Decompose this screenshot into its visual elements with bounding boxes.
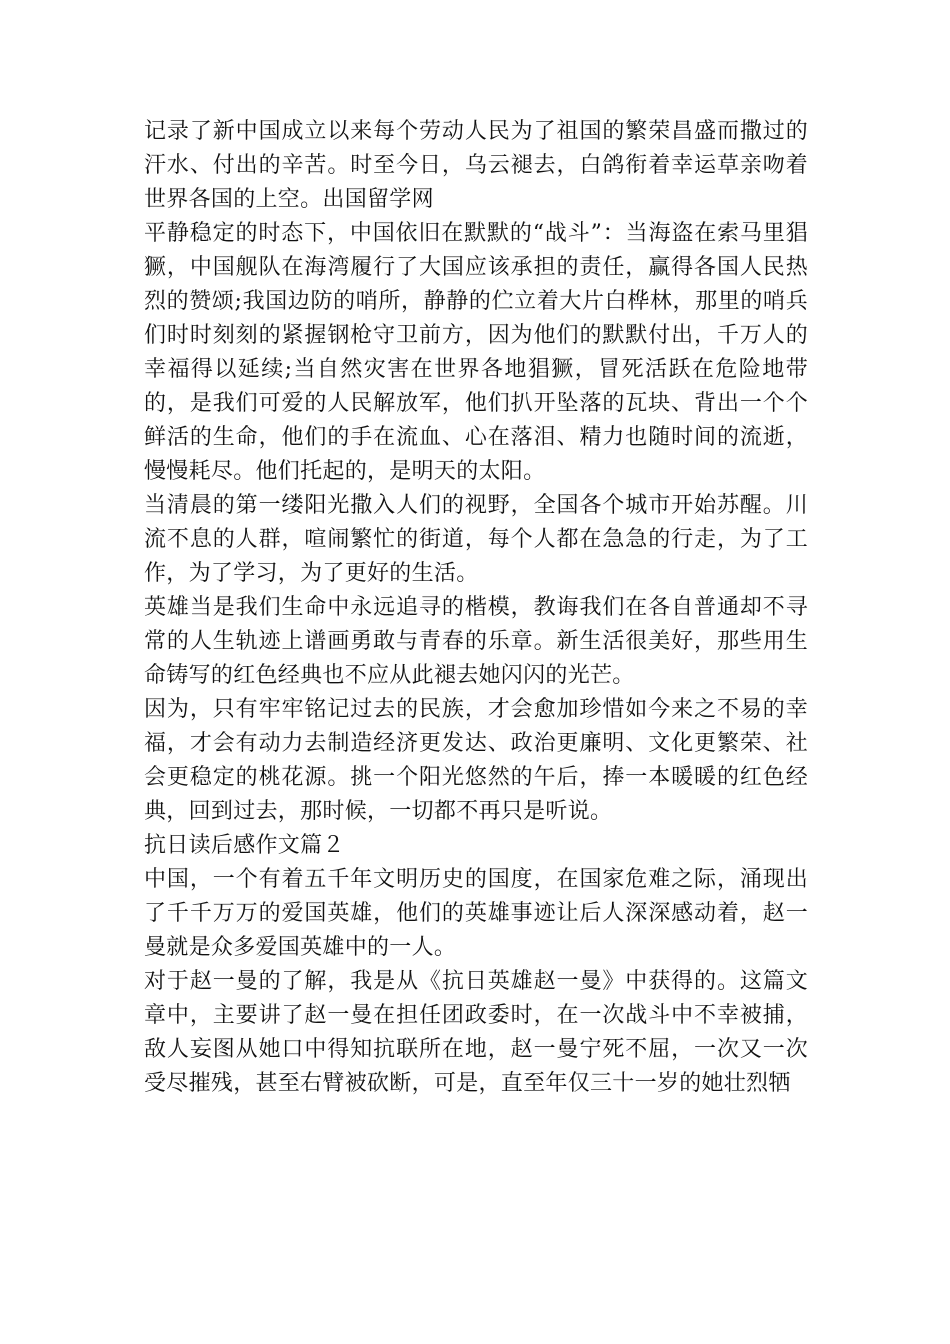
paragraph-2: 平静稳定的时态下，中国依旧在默默的“战斗”：当海盗在索马里猖獗，中国舰队在海湾履行了大国应该承担的责任，赢得各国人民热烈的赞颂;我国边防的哨所，静静的伫立着大片白桦林，那里的哨兵们时时刻刻的紧握钢枪守卫前方，因为他们的默默付出，千万人的幸福得以延续;当自然灾害在世界各地猖獗，冒死活跃在危险地带的，是我们可爱的人民解放军，他们扒开坠落的瓦块、背出一个个鲜活的生命，他们的手在流血、心在落泪、精力也随时间的流逝，慢慢耗尽。他们托起的，是明天的太阳。 — [144, 221, 808, 484]
paragraph-5: 因为，只有牢牢铭记过去的民族，才会愈加珍惜如今来之不易的幸福，才会有动力去制造经济更发达、政治更廉明、文化更繁荣、社会更稳定的桃花源。挑一个阳光悠然的午后，捧一本暖暖的红色经典，回到过去，那时候，一切都不再只是听说。 — [144, 697, 808, 824]
paragraph-1: 记录了新中国成立以来每个劳动人民为了祖国的繁荣昌盛而撒过的汗水、付出的辛苦。时至今日，乌云褪去，白鸽衔着幸运草亲吻着世界各国的上空。出国留学网 — [144, 119, 808, 212]
paragraph-4: 英雄当是我们生命中永远追寻的楷模，教诲我们在各自普通却不寻常的人生轨迹上谱画勇敢与青春的乐章。新生活很美好，那些用生命铸写的红色经典也不应从此褪去她闪闪的光芒。 — [144, 595, 808, 688]
paragraph-6: 中国，一个有着五千年文明历史的国度，在国家危难之际，涌现出了千千万万的爱国英雄，他们的英雄事迹让后人深深感动着，赵一曼就是众多爱国英雄中的一人。 — [144, 867, 808, 960]
paragraph-3: 当清晨的第一缕阳光撒入人们的视野，全国各个城市开始苏醒。川流不息的人群，喧闹繁忙的街道，每个人都在急急的行走，为了工作，为了学习，为了更好的生活。 — [144, 493, 808, 586]
paragraph-7: 对于赵一曼的了解，我是从《抗日英雄赵一曼》中获得的。这篇文章中，主要讲了赵一曼在担任团政委时，在一次战斗中不幸被捕，敌人妄图从她口中得知抗联所在地，赵一曼宁死不屈，一次又一次受尽摧残，甚至右臂被砍断，可是，直至年仅三十一岁的她壮烈牺 — [144, 969, 808, 1096]
document-page — [144, 115, 808, 1101]
section-title: 抗日读后感作文篇２ — [144, 833, 345, 858]
